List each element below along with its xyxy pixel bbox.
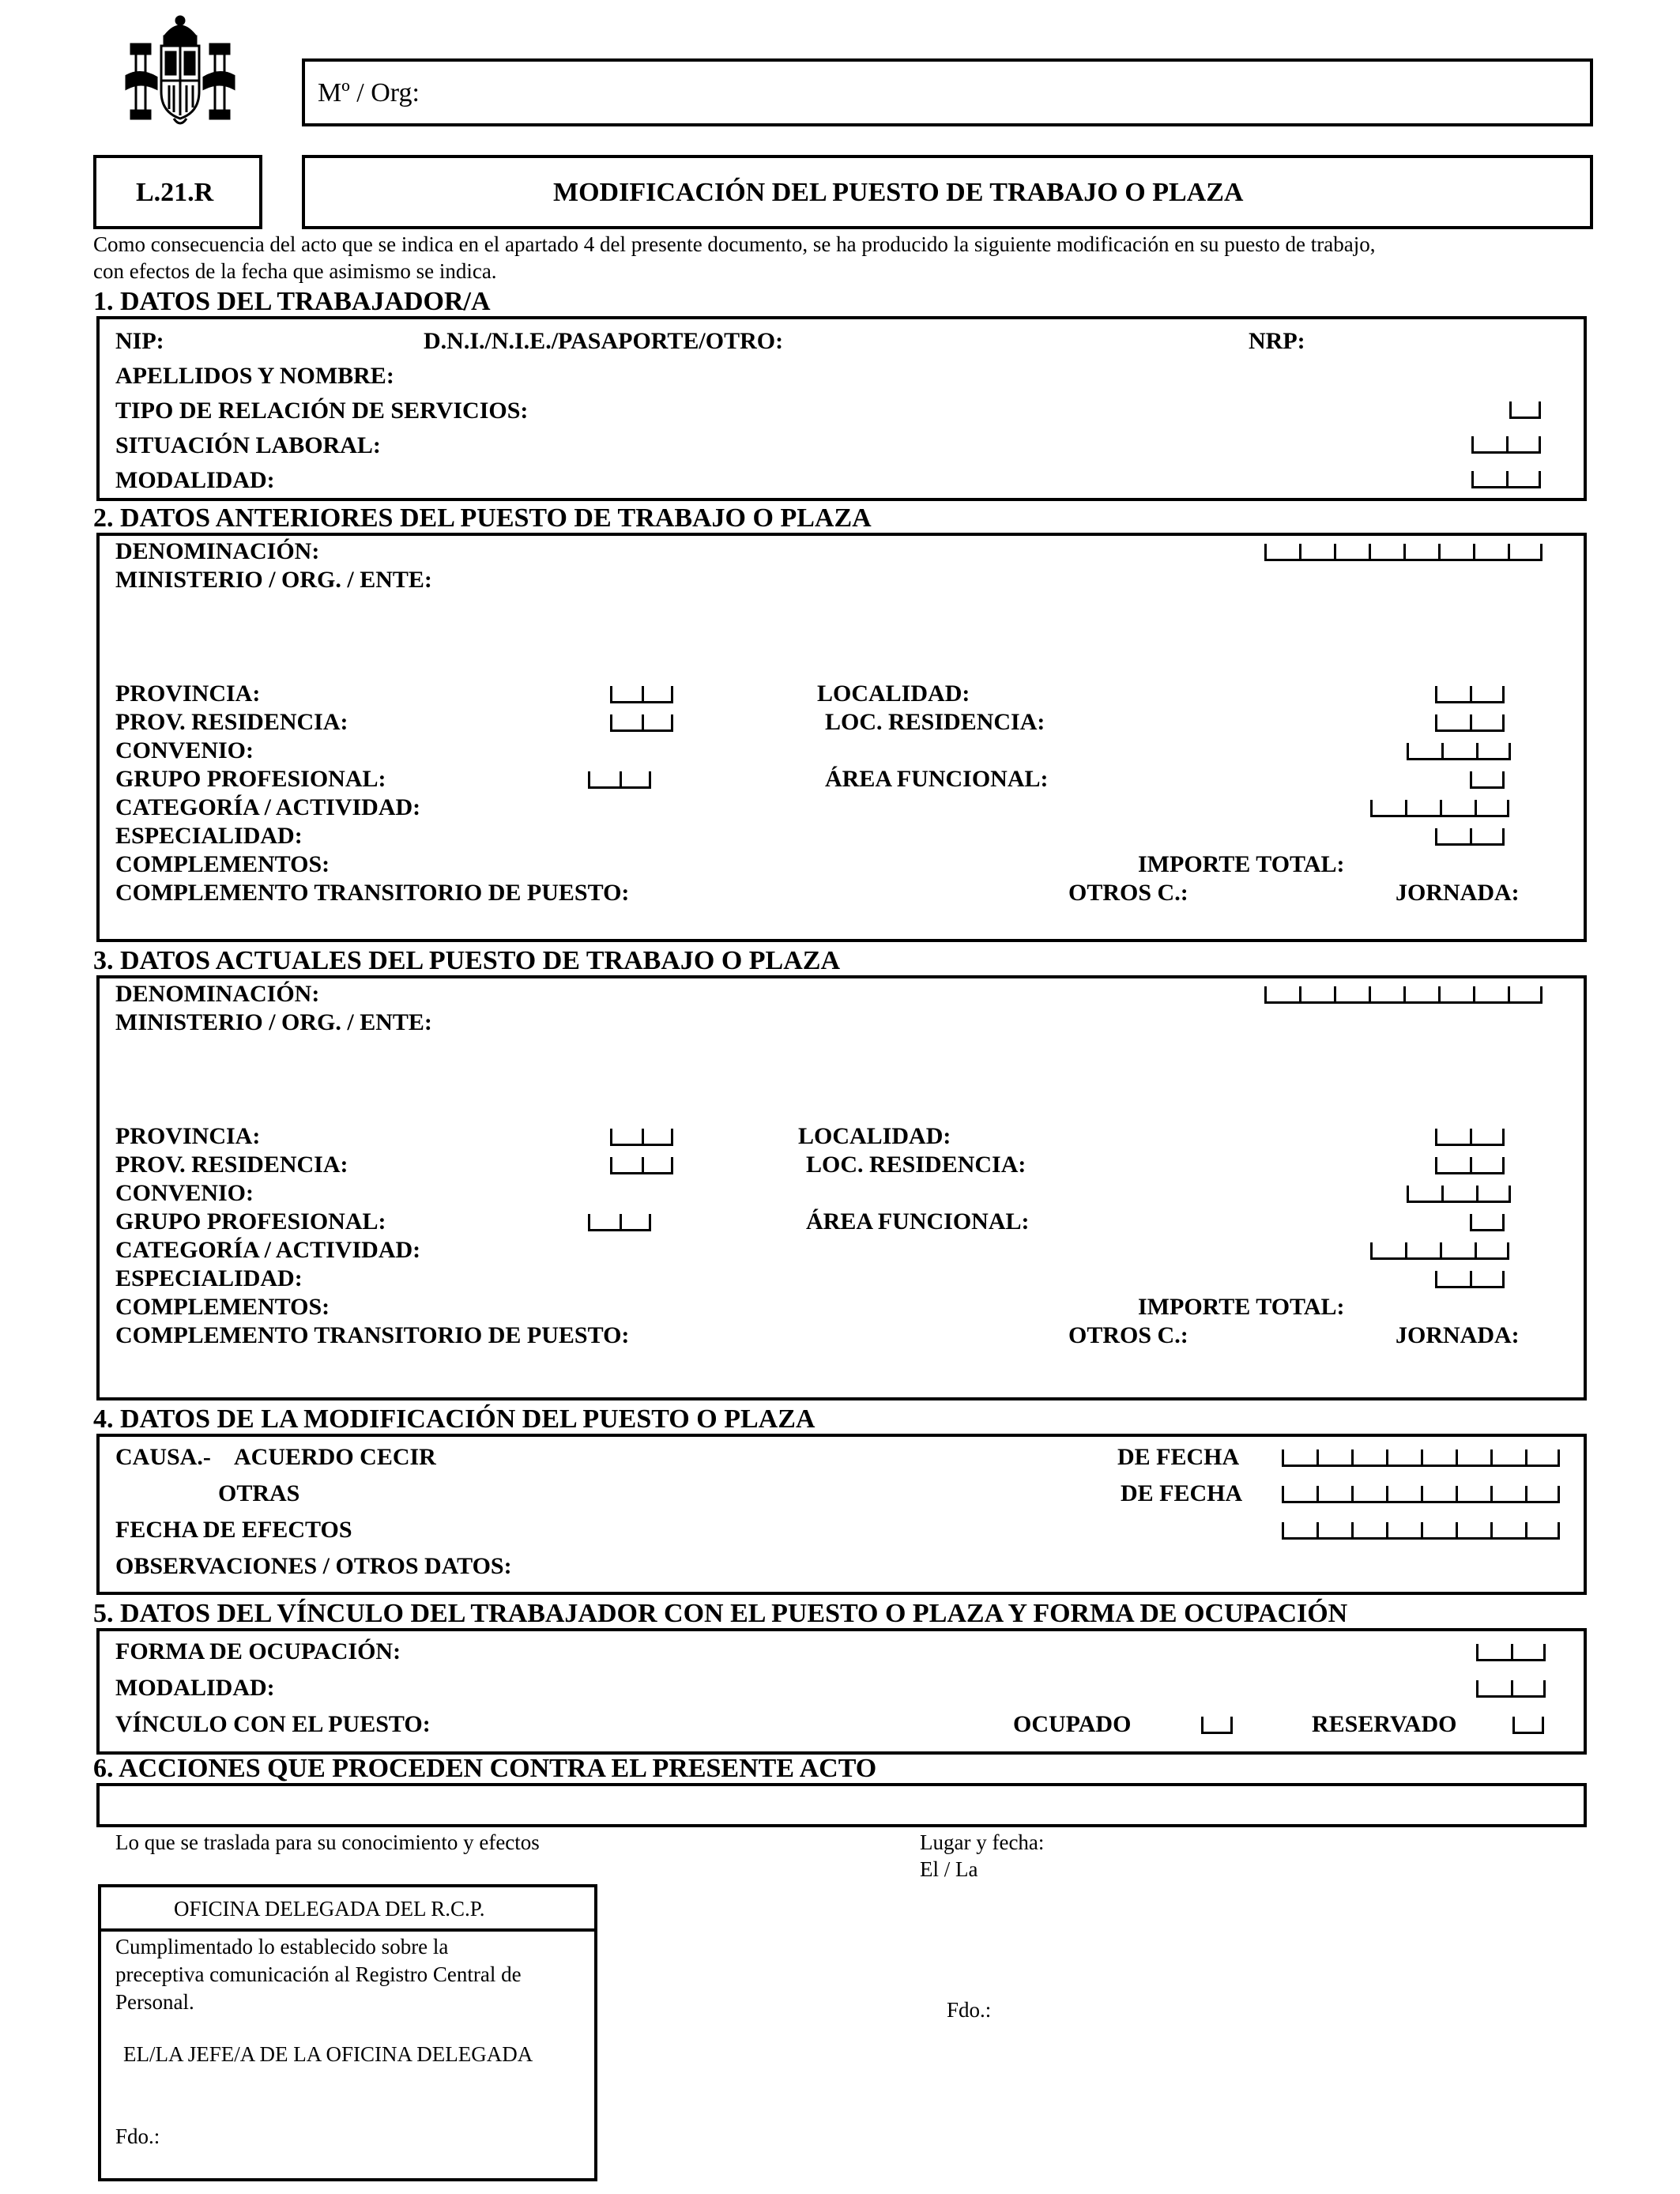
s3-prov-residencia-field[interactable] [610, 1157, 673, 1174]
s2-ministerio-label: MINISTERIO / ORG. / ENTE: [115, 567, 432, 593]
s2-convenio-label: CONVENIO: [115, 737, 254, 763]
s2-otros-label: OTROS C.: [1068, 880, 1188, 906]
situacion-label: SITUACIÓN LABORAL: [115, 432, 381, 458]
acuerdo-de-fecha-label: DE FECHA [1117, 1444, 1240, 1470]
s3-especialidad-label: ESPECIALIDAD: [115, 1265, 303, 1291]
causa-label: CAUSA.- [115, 1444, 211, 1470]
el-la-label: El / La [920, 1857, 978, 1881]
section-2-title: 2. DATOS ANTERIORES DEL PUESTO DE TRABAJO O PLAZA [93, 503, 872, 533]
modalidad-label: MODALIDAD: [115, 467, 275, 493]
s2-especialidad-field[interactable] [1435, 828, 1505, 846]
s2-categoria-label: CATEGORÍA / ACTIVIDAD: [115, 794, 421, 820]
s2-prov-residencia-field[interactable] [610, 714, 673, 732]
otras-fecha-field[interactable] [1282, 1486, 1560, 1503]
s3-prov-residencia-label: PROV. RESIDENCIA: [115, 1152, 348, 1178]
dni-label: D.N.I./N.I.E./PASAPORTE/OTRO: [424, 328, 784, 354]
s2-localidad-label: LOCALIDAD: [817, 680, 970, 707]
section-5-title: 5. DATOS DEL VÍNCULO DEL TRABAJADOR CON EL PUESTO O PLAZA Y FORMA DE OCUPACIÓN [93, 1599, 1348, 1628]
cumplimentado-line3: Personal. [115, 1990, 194, 2014]
s2-denominacion-field[interactable] [1264, 544, 1543, 561]
s3-otros-label: OTROS C.: [1068, 1322, 1188, 1348]
section-3-title: 3. DATOS ACTUALES DEL PUESTO DE TRABAJO O PLAZA [93, 946, 840, 975]
s3-localidad-field[interactable] [1435, 1129, 1505, 1146]
s2-complementos-label: COMPLEMENTOS: [115, 851, 330, 877]
jefe-label: EL/LA JEFE/A DE LA OFICINA DELEGADA [123, 2042, 533, 2066]
fdo-left-label: Fdo.: [115, 2124, 160, 2148]
reservado-label: RESERVADO [1312, 1711, 1457, 1737]
tipo-relacion-label: TIPO DE RELACIÓN DE SERVICIOS: [115, 398, 529, 424]
otras-label: OTRAS [218, 1480, 300, 1506]
s3-categoria-label: CATEGORÍA / ACTIVIDAD: [115, 1237, 421, 1263]
fdo-right-label: Fdo.: [947, 1998, 992, 2022]
s2-prov-residencia-label: PROV. RESIDENCIA: [115, 709, 348, 735]
s2-importe-label: IMPORTE TOTAL: [1138, 851, 1345, 877]
s3-denominacion-label: DENOMINACIÓN: [115, 981, 320, 1007]
s2-localidad-field[interactable] [1435, 686, 1505, 703]
nip-label: NIP: [115, 328, 164, 354]
s2-loc-residencia-field[interactable] [1435, 714, 1505, 732]
s3-grupo-field[interactable] [588, 1214, 651, 1231]
s3-grupo-label: GRUPO PROFESIONAL: [115, 1208, 386, 1235]
otras-de-fecha-label: DE FECHA [1121, 1480, 1243, 1506]
oficina-title: OFICINA DELEGADA DEL R.C.P. [174, 1897, 485, 1921]
s2-categoria-field[interactable] [1370, 800, 1509, 817]
cumplimentado-line2: preceptiva comunicación al Registro Central de [115, 1962, 522, 1986]
s3-transitorio-label: COMPLEMENTO TRANSITORIO DE PUESTO: [115, 1322, 630, 1348]
fecha-efectos-label: FECHA DE EFECTOS [115, 1517, 352, 1543]
s2-area-label: ÁREA FUNCIONAL: [825, 766, 1049, 792]
s3-complementos-label: COMPLEMENTOS: [115, 1294, 330, 1320]
s3-denominacion-field[interactable] [1264, 986, 1543, 1004]
ocupado-label: OCUPADO [1013, 1711, 1132, 1737]
org-label: Mº / Org: [318, 78, 420, 107]
forma-ocupacion-field[interactable] [1476, 1644, 1546, 1661]
s3-convenio-field[interactable] [1407, 1186, 1511, 1203]
s3-loc-residencia-field[interactable] [1435, 1157, 1505, 1174]
org-box[interactable] [302, 58, 1593, 126]
s3-localidad-label: LOCALIDAD: [798, 1123, 951, 1149]
s2-denominacion-label: DENOMINACIÓN: [115, 538, 320, 564]
coat-of-arms-emblem [125, 13, 235, 130]
s3-convenio-label: CONVENIO: [115, 1180, 254, 1206]
section-6-box[interactable] [96, 1783, 1587, 1827]
tipo-relacion-field[interactable] [1509, 401, 1541, 419]
acuerdo-fecha-field[interactable] [1282, 1449, 1560, 1467]
ocupado-checkbox[interactable] [1201, 1717, 1233, 1734]
s3-especialidad-field[interactable] [1435, 1271, 1505, 1288]
s3-jornada-label: JORNADA: [1396, 1322, 1520, 1348]
cumplimentado-line1: Cumplimentado lo establecido sobre la [115, 1935, 449, 1958]
nrp-label: NRP: [1249, 328, 1305, 354]
section-6-title: 6. ACCIONES QUE PROCEDEN CONTRA EL PRESENTE ACTO [93, 1754, 877, 1783]
s3-area-label: ÁREA FUNCIONAL: [806, 1208, 1030, 1235]
intro-text-line2: con efectos de la fecha que asimismo se indica. [93, 259, 497, 283]
fecha-efectos-field[interactable] [1282, 1522, 1560, 1540]
reservado-checkbox[interactable] [1512, 1717, 1544, 1734]
s5-modalidad-label: MODALIDAD: [115, 1675, 275, 1701]
section-1-title: 1. DATOS DEL TRABAJADOR/A [93, 287, 491, 316]
forma-ocupacion-label: FORMA DE OCUPACIÓN: [115, 1638, 401, 1664]
s3-provincia-field[interactable] [610, 1129, 673, 1146]
s2-grupo-field[interactable] [588, 771, 651, 789]
intro-text-line1: Como consecuencia del acto que se indica en el apartado 4 del presente documento, se ha producido la siguiente modificación en su puesto de trabajo, [93, 232, 1376, 256]
s2-area-field[interactable] [1470, 771, 1505, 789]
acuerdo-cecir-label: ACUERDO CECIR [234, 1444, 436, 1470]
s3-loc-residencia-label: LOC. RESIDENCIA: [806, 1152, 1026, 1178]
s2-especialidad-label: ESPECIALIDAD: [115, 823, 303, 849]
s5-modalidad-field[interactable] [1476, 1680, 1546, 1698]
s2-provincia-field[interactable] [610, 686, 673, 703]
s2-loc-residencia-label: LOC. RESIDENCIA: [825, 709, 1045, 735]
lugar-fecha-label: Lugar y fecha: [920, 1830, 1045, 1854]
section-4-title: 4. DATOS DE LA MODIFICACIÓN DEL PUESTO O PLAZA [93, 1404, 816, 1434]
s3-ministerio-label: MINISTERIO / ORG. / ENTE: [115, 1009, 432, 1035]
document-title: MODIFICACIÓN DEL PUESTO DE TRABAJO O PLAZA [553, 178, 1244, 207]
s3-area-field[interactable] [1470, 1214, 1505, 1231]
s2-grupo-label: GRUPO PROFESIONAL: [115, 766, 386, 792]
modalidad-field[interactable] [1471, 471, 1541, 488]
observaciones-label: OBSERVACIONES / OTROS DATOS: [115, 1553, 512, 1579]
s2-transitorio-label: COMPLEMENTO TRANSITORIO DE PUESTO: [115, 880, 630, 906]
situacion-field[interactable] [1471, 436, 1541, 454]
traslada-text: Lo que se traslada para su conocimiento y efectos [115, 1830, 540, 1854]
s2-provincia-label: PROVINCIA: [115, 680, 261, 707]
s2-jornada-label: JORNADA: [1396, 880, 1520, 906]
s3-provincia-label: PROVINCIA: [115, 1123, 261, 1149]
vinculo-label: VÍNCULO CON EL PUESTO: [115, 1711, 431, 1737]
s3-categoria-field[interactable] [1370, 1242, 1509, 1260]
apellidos-label: APELLIDOS Y NOMBRE: [115, 363, 394, 389]
s2-convenio-field[interactable] [1407, 743, 1511, 760]
s3-importe-label: IMPORTE TOTAL: [1138, 1294, 1345, 1320]
form-code: L.21.R [136, 178, 214, 207]
